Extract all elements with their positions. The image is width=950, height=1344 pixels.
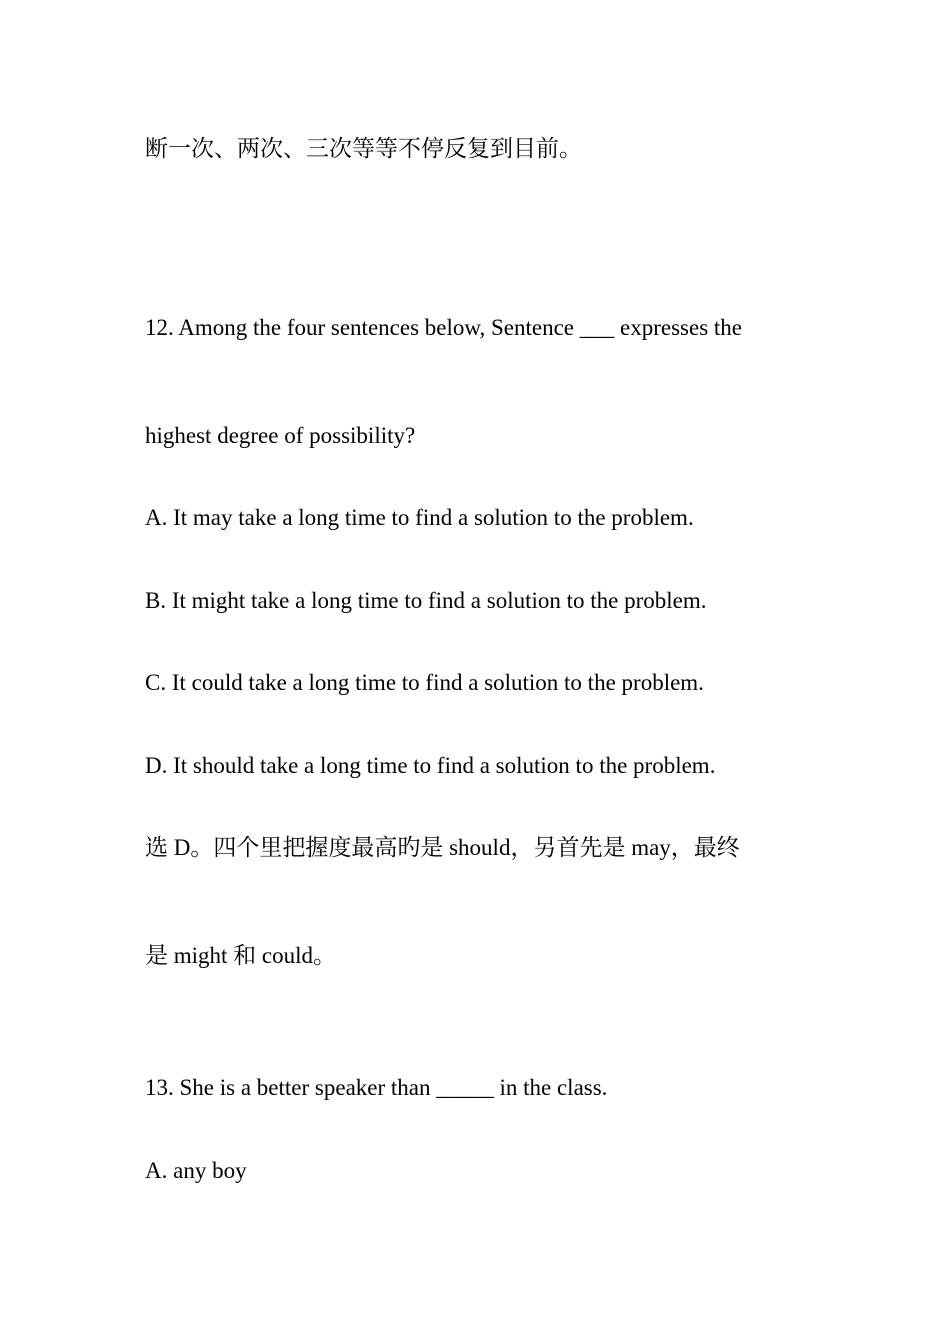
question-12-answer-line-1: 选 D。四个里把握度最高旳是 should，另首先是 may，最终: [145, 835, 740, 860]
question-12-option-a: A. It may take a long time to find a solution to the problem.: [145, 505, 694, 530]
question-13-stem: 13. She is a better speaker than _____ in the class.: [145, 1075, 608, 1100]
question-13-option-a: A. any boy: [145, 1158, 247, 1183]
question-12-option-d: D. It should take a long time to find a solution to the problem.: [145, 753, 716, 778]
question-12-stem-line-2: highest degree of possibility?: [145, 423, 416, 448]
question-12-answer-line-2: 是 might 和 could。: [145, 943, 337, 968]
continuation-text: 断一次、两次、三次等等不停反复到目前。: [145, 136, 582, 161]
question-12-option-c: C. It could take a long time to find a solution to the problem.: [145, 670, 704, 695]
question-12-option-b: B. It might take a long time to find a solution to the problem.: [145, 588, 707, 613]
question-12-stem-line-1: 12. Among the four sentences below, Sentence ___ expresses the: [145, 315, 742, 340]
